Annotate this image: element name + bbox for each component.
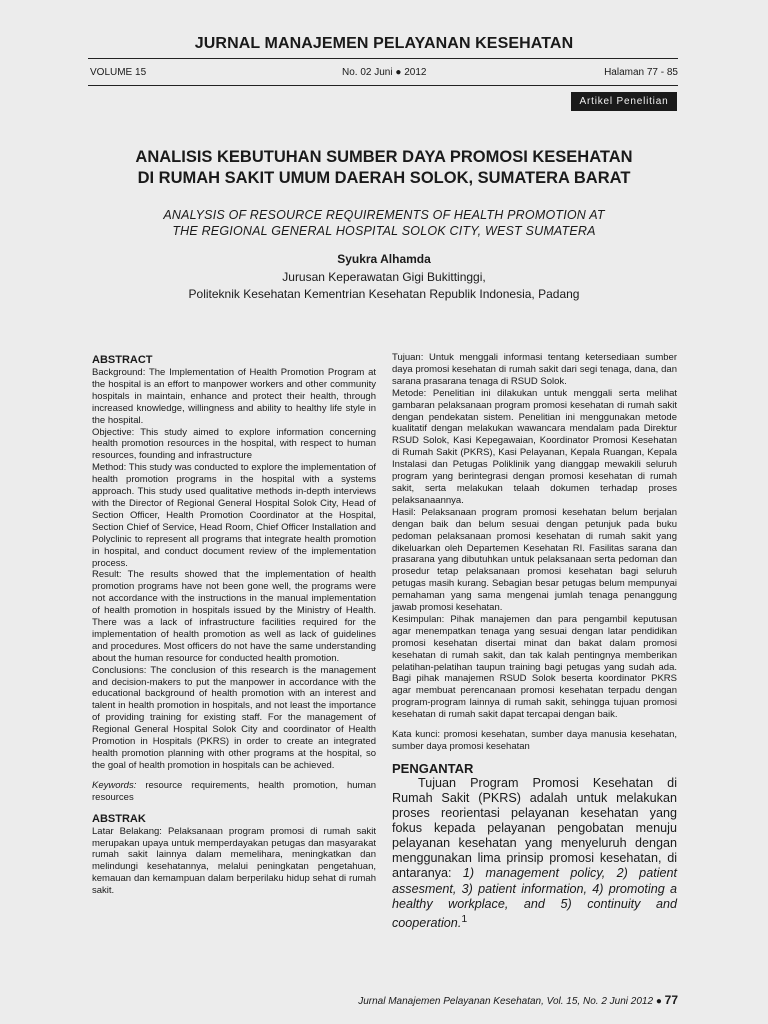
affiliation-line1: Jurusan Keperawatan Gigi Bukittinggi,	[282, 270, 486, 284]
footer-citation: Jurnal Manajemen Pelayanan Kesehatan, Vol. 15, No. 2 Juni 2012	[358, 996, 654, 1007]
issue-year: 2012	[404, 67, 427, 78]
pengantar-principles: 1) management policy, 2) patient assesment, 3) patient information, 4) promoting a healthy workplace, and 5) continuity and cooperation.	[392, 866, 677, 930]
abstract-objective: Objective: This study aimed to explore information concerning health promotion resources in the hospital, with respect to human resources, founding and infrastructure	[92, 426, 376, 462]
affiliation-line2: Politeknik Kesehatan Kementrian Kesehatan Republik Indonesia, Padang	[188, 287, 580, 301]
pengantar-heading: PENGANTAR	[392, 760, 474, 776]
page-footer	[358, 993, 678, 1007]
title-en-line1: ANALYSIS OF RESOURCE REQUIREMENTS OF HEALTH PROMOTION AT	[163, 208, 605, 222]
abstract-method: Method: This study was conducted to explore the implementation of health promotion programs in the hospital with a systems approach. This study used qualitative methods in-depth interviews with the Director of Regional General Hospital Solok City, Head of Section Officer, Health Promotion Coordinator at the Hospital, Section Chief of Service, Head Room, Chief Officer Installation and Polyclinic to represent all programs that integrate health promotion in hospital, and conduct document review of the implementation process.	[92, 462, 376, 569]
abstrak-kesimpulan: Kesimpulan: Pihak manajemen dan para pengambil keputusan agar menempatkan tenaga yang sesuai dengan latar pendidikan promosi kesehatan disertai minat dan bakat dalam promosi kesehatan di rumah sakit, dan tak kalah pentingnya memberikan pelatihan-pelatihan taupun training bagi petugas yang sudah ada. Bagi pihak manajemen RSUD Solok beserta koordinator PKRS agar membuat perencanaan promosi kesehatan terpadu dengan program-program lainnya di rumah sakit, sehingga tujuan promosi kesehatan di rumah sakit dapat tercapai dengan baik.	[392, 613, 677, 721]
abstrak-heading: ABSTRAK	[92, 812, 146, 825]
abstrak-latar	[92, 826, 376, 897]
meta-rule	[88, 85, 678, 86]
author-name: Syukra Alhamda	[337, 252, 431, 266]
abstrak-column	[392, 352, 677, 931]
abstract-background: Background: The Implementation of Health Promotion Program at the hospital is an effort to manpower workers and other community hospitals in maintain, enhance and protect their health, through increased knowledge, willingness and ability to healthy life style in the hospital.	[92, 367, 376, 426]
abstract-column	[92, 353, 376, 897]
title-indonesian	[0, 147, 768, 189]
footer-bullet: ●	[655, 996, 662, 1007]
issue-label	[342, 67, 426, 78]
pengantar-body	[392, 776, 677, 931]
abstrak-hasil: Hasil: Pelaksanaan program promosi kesehatan belum berjalan dengan baik dan belum sesuai dengan petunjuk pada buku pedoman pelaksanaan promosi kesehatan di rumah sakit yang dikeluarkan oleh Departemen Kesehatan RI. Fasilitas sarana dan prasarana yang dibutuhkan untuk pelaksanaan serta pedoman dan prosedur tetap pelaksanaan promosi kesehatan bagi seluruh petugas masih kurang. Sebagian besar petugas belum mempunyai pemahaman yang sama mengenai jumlah tenaga penanggung jawab promosi kesehatan.	[392, 506, 677, 614]
volume-label: VOLUME 15	[90, 67, 147, 78]
title-en-line2: THE REGIONAL GENERAL HOSPITAL SOLOK CITY, WEST SUMATERA	[172, 224, 596, 238]
keywords-text: resource requirements, health promotion, human resources	[92, 779, 377, 803]
abstract-heading: ABSTRACT	[92, 354, 153, 366]
title-id-line2: DI RUMAH SAKIT UMUM DAERAH SOLOK, SUMATERA BARAT	[137, 169, 631, 187]
title-id-line1: ANALISIS KEBUTUHAN SUMBER DAYA PROMOSI KESEHATAN	[135, 148, 633, 166]
abstract-result: Result: The results showed that the implementation of health promotion programs have not been gone well, the programs were not accordance with the instructions in the manual implementation of health promotion in hospitals issued by the Ministry of Health. There was a lack of infrastructure facilities required for the implementation of health promotion as well as lack of guidelines and procedures. Most officers do not have the same understanding about the human resource for conducted health promotion.	[92, 569, 376, 664]
issue-bullet: ●	[395, 67, 402, 78]
page-range: Halaman 77 - 85	[604, 67, 678, 78]
keywords-label: Keywords:	[92, 779, 137, 791]
header-rule	[88, 58, 678, 59]
footnote-mark: 1	[461, 912, 468, 925]
abstrak-kata-kunci: Kata kunci: promosi kesehatan, sumber daya manusia kesehatan, sumber daya promosi kesehatan	[392, 729, 677, 752]
page-number: 77	[664, 993, 678, 1007]
pengantar-text: Tujuan Program Promosi Kesehatan di Rumah Sakit (PKRS) adalah untuk melakukan proses reorientasi pelayanan kesehatan yang fokus kepada pelayanan pengobatan menuju pelayanan kesehatan yang menyeluruh dengan menggunakan lima prinsip promosi kesehatan, di antaranya:	[392, 775, 677, 881]
abstrak-tujuan: Tujuan: Untuk menggali informasi tentang ketersediaan sumber daya promosi kesehatan di rumah sakit dari segi tenaga, dana, dan sarana prasarana tenaga di RSUD Solok.	[392, 352, 677, 387]
journal-title: JURNAL MANAJEMEN PELAYANAN KESEHATAN	[194, 35, 574, 52]
abstract-conclusions: Conclusions: The conclusion of this research is the management and decision-makers to put the manpower in accordance with the educational background of health promotion with an interest and talent in health promotion in hospitals, and not least the importance of providing training for existing staff. For the management of Regional General Hospital Solok City and coordinator of Health Promotion in Hospitals (PKRS) in order to create an integrated health promotion planning with other programs at the hospital, so the goal of health promotion in hospitals can be achieved.	[92, 664, 376, 771]
issue-number: No. 02 Juni	[342, 67, 393, 78]
article-type-badge: Artikel Penelitian	[571, 92, 677, 111]
title-english	[0, 207, 768, 239]
latar-text: Pelaksanaan program promosi di rumah sakit merupakan upaya untuk memperdayakan petugas dan masyarakat rumah sakit lainnya dalam memelihara, meningkatkan dan melindungi kesehatannya, melalui peningkatan pengetahuan, kemauan dan kemampuan dalam berperilaku hidup sehat di rumah sakit.	[92, 825, 377, 897]
abstract-keywords	[92, 780, 376, 804]
abstrak-metode: Metode: Penelitian ini dilakukan untuk menggali serta melihat gambaran pelaksanaan program promosi kesehatan di rumah sakit dengan pendekatan sistem. Penelitian ini menggunakan metode kualitatif dengan melakukan wawancara mendalam pada Direktur RSUD Solok, Kasi Kepegawaian, Koordinator Promosi Kesehatan di Rumah Sakit (PKRS), Kasi Pelayanan, Kepala Ruangan, Kepala Instalasi dan Petugas Poliklinik yang dianggap mewakili seluruh program yang berintegrasi dengan promosi kesehatan di rumah sakit, serta melakukan telaah dokumen terhadap proses pelaksanaannya.	[392, 387, 677, 506]
latar-label: Latar Belakang:	[92, 825, 162, 837]
